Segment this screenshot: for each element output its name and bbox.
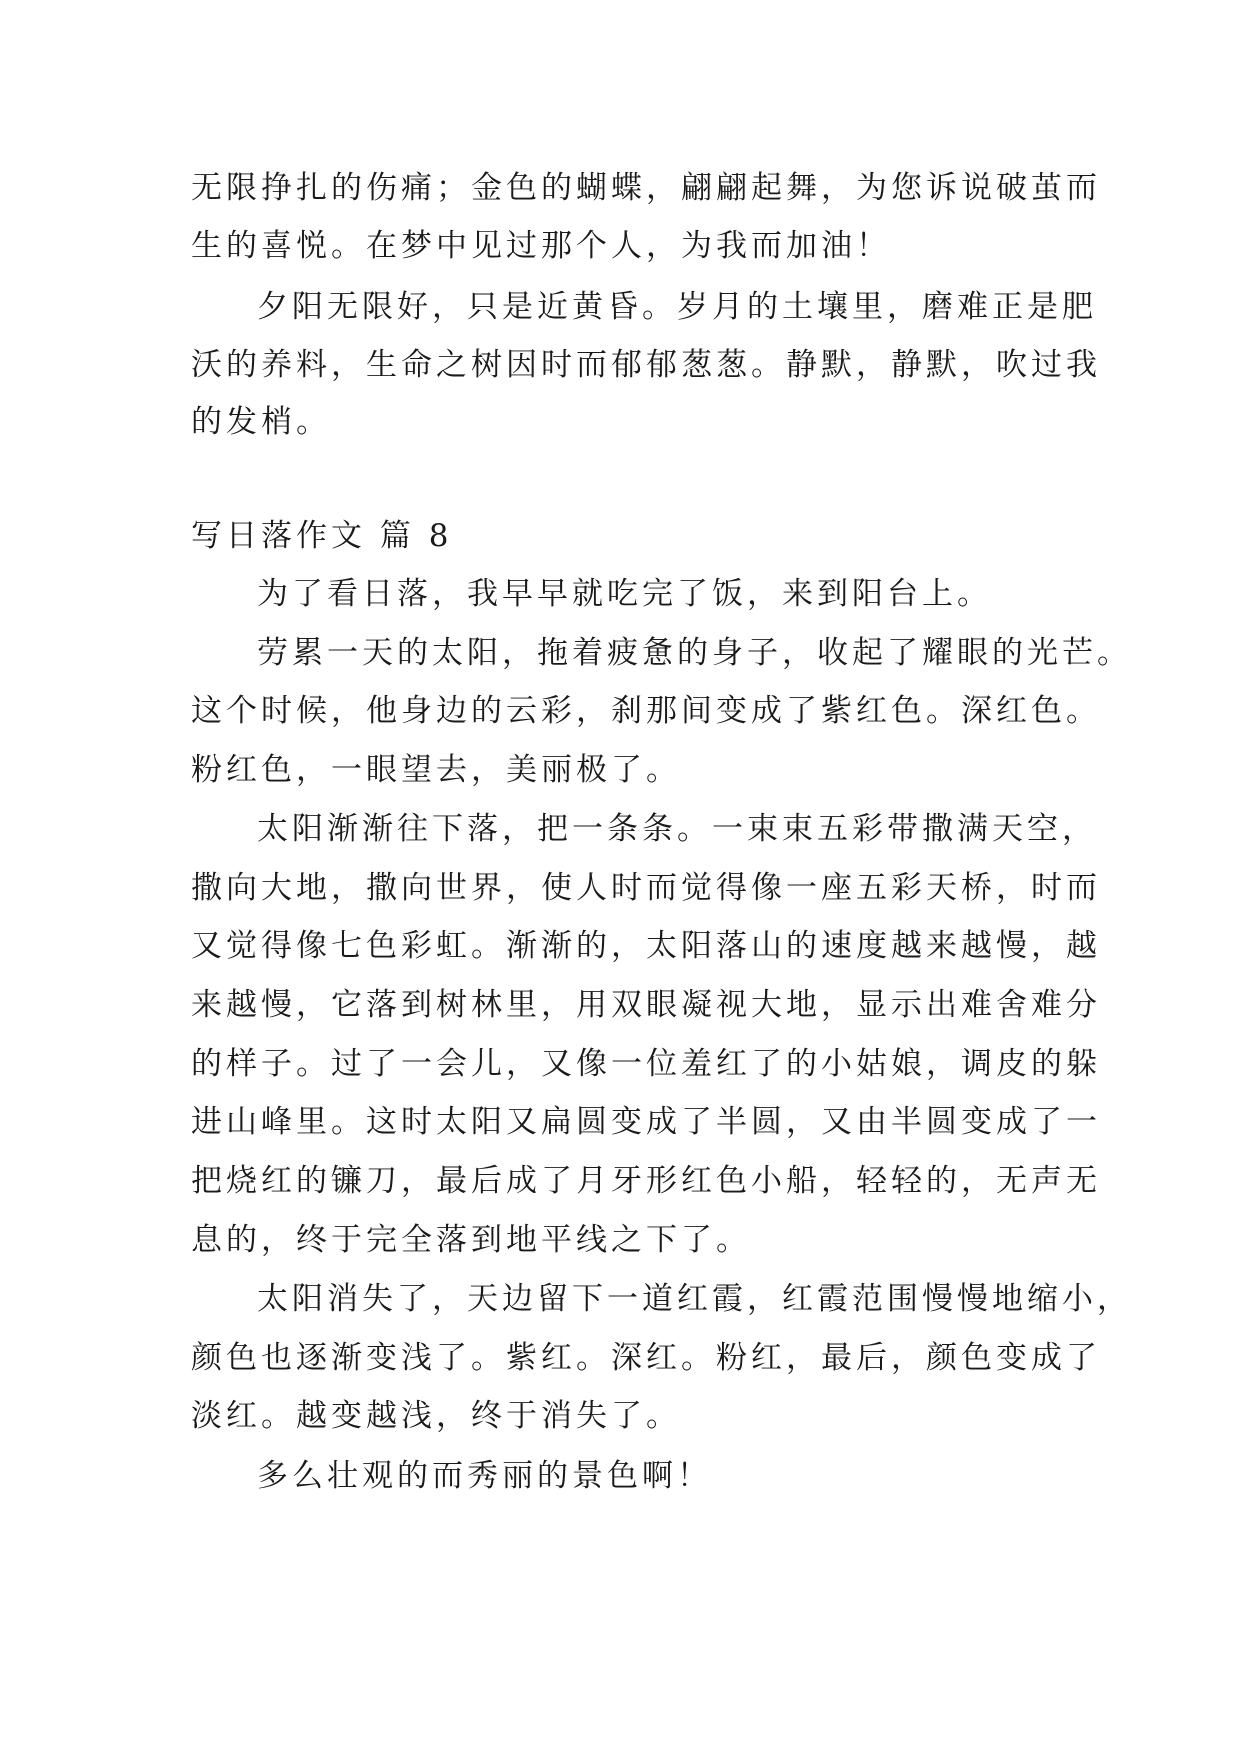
body-line: 撒向大地，撒向世界，使人时而觉得像一座五彩天桥，时而: [191, 870, 1101, 906]
body-line: 息的，终于完全落到地平线之下了。: [191, 1222, 751, 1258]
paragraph-start-line: 多么壮观的而秀丽的景色啊！: [257, 1458, 712, 1494]
paragraph-start-line: 太阳渐渐往下落，把一条条。一束束五彩带撒满天空，: [257, 811, 1097, 847]
body-line: 淡红。越变越浅，终于消失了。: [191, 1398, 681, 1434]
body-line: 的样子。过了一会儿，又像一位羞红了的小姑娘，调皮的躲: [191, 1046, 1101, 1082]
body-line: 生的喜悦。在梦中见过那个人，为我而加油！: [191, 228, 891, 264]
body-line: 颜色也逐渐变浅了。紫红。深红。粉红，最后，颜色变成了: [191, 1340, 1101, 1376]
body-line: 来越慢，它落到树林里，用双眼凝视大地，显示出难舍难分: [191, 987, 1101, 1023]
paragraph-start-line: 太阳消失了，天边留下一道红霞，红霞范围慢慢地缩小，: [257, 1281, 1132, 1317]
body-line: 粉红色，一眼望去，美丽极了。: [191, 752, 681, 788]
paragraph-start-line: 夕阳无限好，只是近黄昏。岁月的土壤里，磨难正是肥: [257, 289, 1097, 325]
body-line: 的发梢。: [191, 404, 331, 440]
body-line: 又觉得像七色彩虹。渐渐的，太阳落山的速度越来越慢，越: [191, 928, 1101, 964]
paragraph-start-line: 为了看日落，我早早就吃完了饭，来到阳台上。: [257, 576, 992, 612]
body-line: 这个时候，他身边的云彩，刹那间变成了紫红色。深红色。: [191, 693, 1101, 729]
body-line: 沃的养料，生命之树因时而郁郁葱葱。静默，静默，吹过我: [191, 347, 1101, 383]
body-line: 把烧红的镰刀，最后成了月牙形红色小船，轻轻的，无声无: [191, 1163, 1101, 1199]
body-line: 进山峰里。这时太阳又扁圆变成了半圆，又由半圆变成了一: [191, 1104, 1101, 1140]
body-line: 无限挣扎的伤痛；金色的蝴蝶，翩翩起舞，为您诉说破茧而: [191, 170, 1101, 206]
section-heading: 写日落作文 篇 8: [191, 518, 453, 554]
paragraph-start-line: 劳累一天的太阳，拖着疲惫的身子，收起了耀眼的光芒。: [257, 635, 1132, 671]
